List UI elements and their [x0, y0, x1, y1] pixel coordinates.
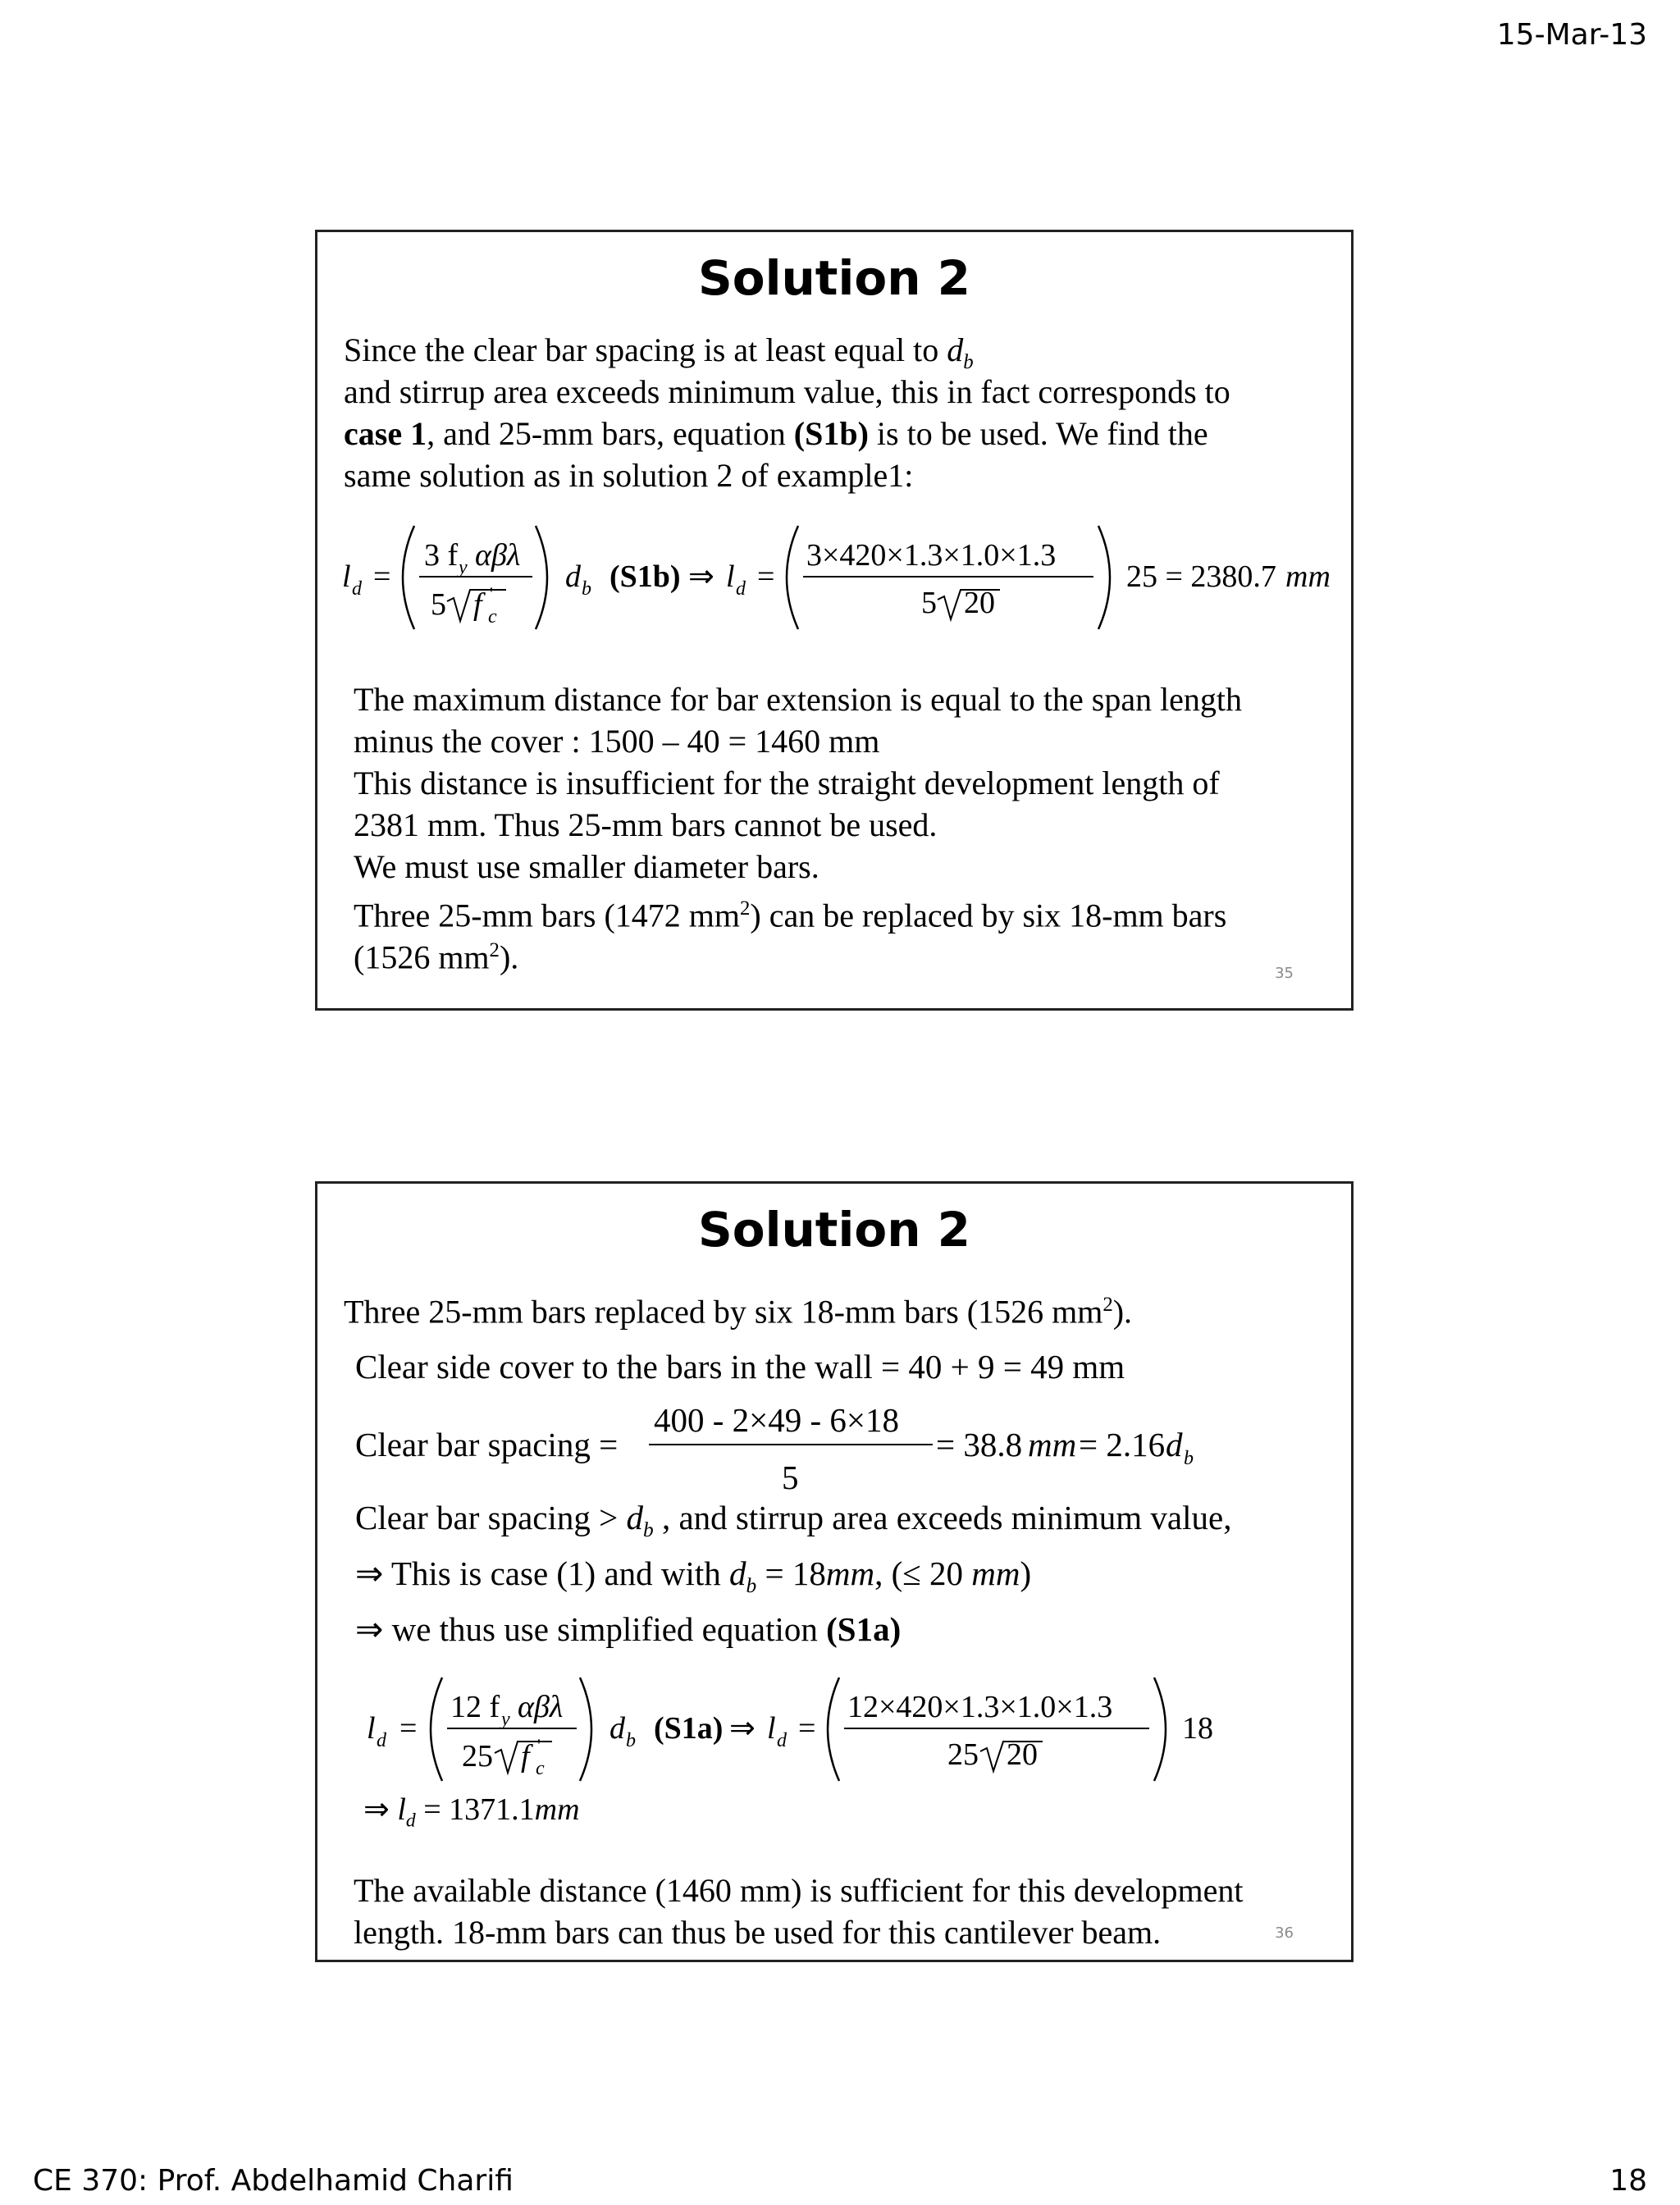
eq-lhs: l — [342, 559, 351, 594]
svg-text:d: d — [565, 559, 581, 594]
svg-text:αβλ: αβλ — [518, 1690, 564, 1724]
svg-text:⇒: ⇒ — [688, 559, 714, 594]
slide-35 — [315, 230, 1354, 1011]
svg-text:d: d — [377, 1730, 386, 1751]
svg-text:400 - 2×49 - 6×18: 400 - 2×49 - 6×18 — [654, 1401, 900, 1439]
svg-text:d: d — [352, 578, 362, 600]
svg-text:25 = 2380.7: 25 = 2380.7 — [1126, 559, 1276, 594]
svg-text:20: 20 — [1007, 1737, 1038, 1772]
svg-text:18: 18 — [1182, 1711, 1213, 1746]
svg-text:25: 25 — [462, 1739, 493, 1774]
paragraph-line: 2381 mm. Thus 25-mm bars cannot be used. — [354, 806, 938, 843]
slide-number: 35 — [1275, 965, 1294, 982]
paragraph-line: same solution as in solution 2 of example1: — [344, 457, 914, 494]
paragraph-line: ⇒ $l_d = 1371.1mm$ — [363, 1792, 580, 1832]
svg-text:d: d — [777, 1730, 787, 1751]
svg-text:mm: mm — [1285, 559, 1331, 594]
svg-text:=: = — [798, 1711, 816, 1746]
paragraph-line: Three 25-mm bars replaced by six 18-mm bars (1526 $mm^2$). — [344, 1293, 1133, 1331]
svg-text:d: d — [1166, 1426, 1183, 1463]
paragraph-line: The available distance (1460 mm) is sufficient for this development — [354, 1872, 1244, 1909]
slide-title: Solution 2 — [697, 250, 971, 306]
paragraph-line: case 1, and 25-mm bars, equation (S1b) is to be used. We find the — [344, 415, 1208, 452]
svg-text:= 38.8: = 38.8 — [936, 1426, 1023, 1463]
equation-spacing — [350, 1394, 1318, 1500]
svg-text:⇒: ⇒ — [729, 1711, 756, 1746]
svg-text:3 f: 3 f — [424, 538, 459, 573]
svg-text:b: b — [626, 1730, 636, 1751]
paragraph-line: We must use smaller diameter bars. — [354, 848, 819, 885]
svg-text:5: 5 — [921, 586, 937, 620]
footer-course: CE 370: Prof. Abdelhamid Charifi — [33, 2164, 514, 2198]
svg-text:mm: mm — [1028, 1426, 1077, 1463]
footer-page-number: 18 — [1609, 2164, 1647, 2198]
paragraph-line: The maximum distance for bar extension is equal to the span length — [354, 681, 1243, 718]
paragraph-line: Three 25-mm bars (1472 $mm^2$) can be replaced by six 18-mm bars — [354, 897, 1227, 934]
svg-text:d: d — [609, 1711, 625, 1746]
paragraph-line: Since the clear bar spacing is at least equal to $d_b$ — [344, 331, 974, 373]
svg-text:l: l — [726, 559, 735, 594]
svg-text:c: c — [488, 606, 497, 628]
paragraph-line: This distance is insufficient for the straight development length of — [354, 765, 1220, 801]
svg-text:=: = — [399, 1711, 418, 1746]
equation-s1b — [334, 516, 1343, 639]
svg-text:3×420×1.3×1.0×1.3: 3×420×1.3×1.0×1.3 — [806, 538, 1057, 573]
paragraph-line: Clear side cover to the bars in the wall = 40 + 9 = 49 mm — [355, 1348, 1125, 1386]
svg-text:αβλ: αβλ — [475, 538, 521, 573]
paragraph-line: Clear bar spacing > $d_b$ , and stirrup area exceeds minimum value, — [355, 1499, 1232, 1542]
paragraph-line: and stirrup area exceeds minimum value, this in fact corresponds to — [344, 373, 1230, 410]
svg-text:= 2.16: = 2.16 — [1079, 1426, 1166, 1463]
svg-text:12×420×1.3×1.0×1.3: 12×420×1.3×1.0×1.3 — [847, 1690, 1113, 1724]
svg-text:y: y — [459, 557, 468, 578]
svg-text:25: 25 — [947, 1737, 979, 1772]
equation-s1a — [358, 1668, 1261, 1791]
svg-text:12 f: 12 f — [450, 1690, 500, 1724]
svg-text:5: 5 — [431, 587, 446, 622]
paragraph-line: minus the cover : 1500 – 40 = 1460 mm — [354, 723, 880, 760]
svg-text:5: 5 — [782, 1459, 799, 1496]
svg-text:c: c — [536, 1758, 545, 1779]
paragraph-line: ⇒ we thus use simplified equation (S1a) — [355, 1610, 902, 1648]
svg-text:Clear bar spacing =: Clear bar spacing = — [355, 1426, 619, 1463]
paragraph-line: (1526 $mm^2$). — [354, 938, 519, 976]
slide-title: Solution 2 — [697, 1202, 971, 1258]
paragraph-line: length. 18-mm bars can thus be used for this cantilever beam. — [354, 1914, 1162, 1951]
svg-text:(S1a): (S1a) — [654, 1711, 724, 1746]
svg-text:b: b — [1184, 1448, 1194, 1469]
svg-text:=: = — [373, 559, 391, 594]
svg-text:=: = — [757, 559, 775, 594]
svg-text:l: l — [767, 1711, 776, 1746]
slide-36 — [315, 1181, 1354, 1962]
svg-text:l: l — [367, 1711, 376, 1746]
svg-text:b: b — [582, 578, 591, 600]
header-date: 15-Mar-13 — [1496, 18, 1647, 52]
svg-text:': ' — [537, 1735, 541, 1755]
svg-text:y: y — [501, 1709, 510, 1730]
svg-text:d: d — [736, 578, 746, 600]
svg-text:': ' — [490, 583, 493, 604]
svg-text:(S1b): (S1b) — [609, 559, 681, 594]
svg-text:f: f — [521, 1739, 530, 1774]
slide-number: 36 — [1275, 1924, 1294, 1942]
svg-text:f: f — [473, 587, 482, 622]
svg-text:20: 20 — [964, 586, 995, 620]
paragraph-line: ⇒ This is case (1) and with $d_b = 18mm$, (≤ 20 mm) — [355, 1554, 1032, 1598]
